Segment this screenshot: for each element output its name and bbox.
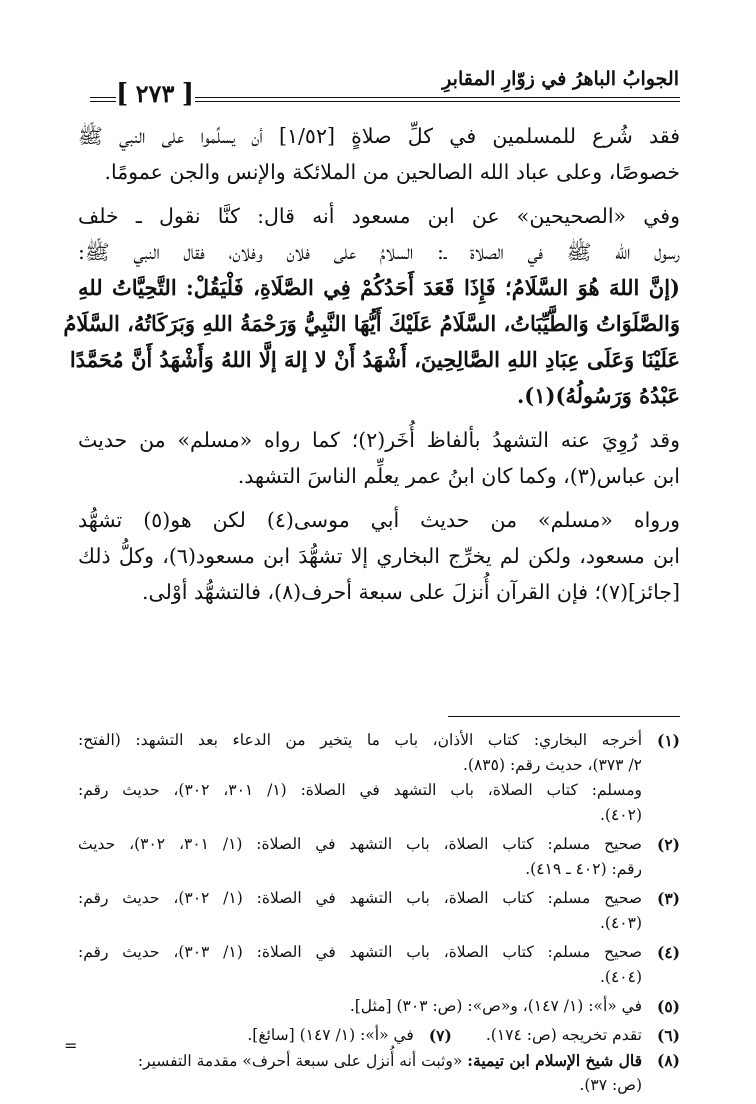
- header-rule: [90, 101, 116, 102]
- text-line: ابن عباس(٣)، وكما كان ابنُ عمر يعلِّم الناسَ التشهد.: [237, 464, 680, 488]
- footnote-1: [78, 728, 680, 828]
- footnote-number: (٣): [656, 889, 680, 908]
- footnote-text: تقدم تخريجه (ص: ١٧٤).: [485, 1026, 642, 1044]
- footnote-line: ومسلم: كتاب الصلاة، باب التشهد في الصلاة: (١/ ٣٠١، ٣٠٢)، حديث رقم:: [78, 781, 642, 799]
- bracket-right: ]: [181, 79, 194, 109]
- hadith-line: عَلَيْنَا وَعَلَى عِبَادِ اللهِ الصَّالِحِينَ، أَشْهَدُ أَنْ لا إلهَ إلَّا اللهُ وَأَشْهَدُ أَنَّ مُحَمَّدًا: [69, 347, 680, 372]
- footnote-line: صحيح مسلم: كتاب الصلاة، باب التشهد في الصلاة: (١/ ٣٠٣)، حديث رقم:: [78, 943, 642, 961]
- footnote-7: [247, 1023, 451, 1048]
- footnote-number: (٧): [428, 1026, 452, 1045]
- footnote-line: رقم: (٤٠٢ ـ ٤١٩).: [525, 860, 642, 878]
- margin-mark: =: [64, 1036, 78, 1055]
- footnote-8: [78, 1048, 680, 1098]
- main-text: [63, 118, 680, 610]
- running-title: الجوابُ الباهرُ في زوّارِ المقابرِ: [442, 68, 679, 90]
- footnote-4: [78, 940, 680, 990]
- bracket-left: [: [116, 79, 129, 109]
- footnote-text: «وثبت أنه أُنزل على سبعة أحرف» مقدمة التفسير:: [137, 1052, 463, 1070]
- footnote-line: صحيح مسلم: كتاب الصلاة، باب التشهد في الصلاة: (١/ ٣٠١، ٣٠٢)، حديث: [78, 835, 642, 853]
- footnote-number: (٢): [656, 835, 680, 854]
- footnote-number: (٨): [656, 1051, 680, 1070]
- footnote-number: (٤): [656, 943, 680, 962]
- footnotes: [78, 728, 680, 1102]
- hadith-line: (إنَّ اللهَ هُوَ السَّلَامُ؛ فَإِذَا قَعَدَ أَحَدُكُمْ فِي الصَّلَاةِ، فَلْيَقُلْ: التَّحِيَّاتُ للهِ: [78, 275, 680, 300]
- page-number: ٢٧٣: [135, 79, 175, 108]
- header-rule: [195, 101, 680, 102]
- footnote-line: (٤٠٣).: [599, 914, 642, 932]
- text-line: ورواه «مسلم» من حديث أبي موسى(٤) لكن هو(٥) تشهُّد: [78, 508, 680, 532]
- header-rule: [90, 97, 116, 98]
- footnote-line: [78, 1048, 642, 1073]
- footnote-number: (٦): [656, 1026, 680, 1045]
- footnote-3: [78, 886, 680, 936]
- footnote-number: (٥): [656, 997, 680, 1016]
- footnote-5: [78, 994, 680, 1019]
- footnote-rule: [448, 716, 680, 717]
- footnote-line: (ص: ٣٧).: [579, 1076, 642, 1094]
- footnote-line: أخرجه البخاري: كتاب الأذان، باب ما يتخير من الدعاء بعد التشهد: (الفتح:: [78, 731, 642, 749]
- text-line: خصوصًا، وعلى عباد الله الصالحين من الملائكة والإنس والجن عمومًا.: [104, 160, 680, 184]
- header-rule: [195, 97, 680, 98]
- footnote-2: [78, 832, 680, 882]
- hadith-line: وَالصَّلَوَاتُ وَالطَّيِّبَاتُ، السَّلَامُ عَلَيْكَ أَيُّهَا النَّبِيُّ وَرَحْمَةُ اللهِ وَبَرَكَاتُهُ، السَّلَامُ: [63, 311, 680, 336]
- text-line: ابن مسعود، ولكن لم يخرِّج البخاري إلا تشهُّدَ ابن مسعود(٦)، وكلُّ ذلك: [78, 544, 680, 568]
- page-number-box: [118, 79, 192, 109]
- footnote-lead: قال شيخ الإسلام ابن تيمية:: [467, 1051, 642, 1070]
- footnote-line: ٢/ ٣٧٣)، حديث رقم: (٨٣٥).: [463, 756, 642, 774]
- footnote-6: [486, 1023, 680, 1048]
- footnote-number: (١): [656, 731, 680, 750]
- footnote-line: (٤٠٢).: [599, 806, 642, 824]
- hadith-line: عَبْدُهُ وَرَسُولُهُ)(١).: [517, 383, 680, 408]
- text-line: [جائز](٧)؛ فإن القرآن أُنزلَ على سبعة أحرف(٨)، فالتشهُّد أوْلى.: [141, 580, 680, 604]
- text-line: وقد رُوِيَ عنه التشهدُ بألفاظ أُخَر(٢)؛ كما رواه «مسلم» من حديث: [78, 428, 680, 452]
- footnote-line: (٤٠٤).: [599, 968, 642, 986]
- footnote-line: في «أ»: (١/ ١٤٧)، و«ص»: (ص: ٣٠٣) [مثل].: [349, 997, 642, 1015]
- footnotes-6-7: [78, 1023, 680, 1048]
- text-line: رسول الله ﷺ في الصلاة ـ: السلامُ على فلان وفلان، فقال النبي ﷺ:: [78, 240, 680, 264]
- text-line: وفي «الصحيحين» عن ابن مسعود أنه قال: كنَّا نقول ـ خلف: [78, 204, 680, 228]
- footnote-text: في «أ»: (١/ ١٤٧) [سائغ].: [247, 1026, 414, 1044]
- text-line: فقد شُرع للمسلمين في كلِّ صلاةٍ [١/٥٢] أن يسلِّموا على النبي ﷺ: [78, 124, 680, 148]
- footnote-line: صحيح مسلم: كتاب الصلاة، باب التشهد في الصلاة: (١/ ٣٠٢)، حديث رقم:: [78, 889, 642, 907]
